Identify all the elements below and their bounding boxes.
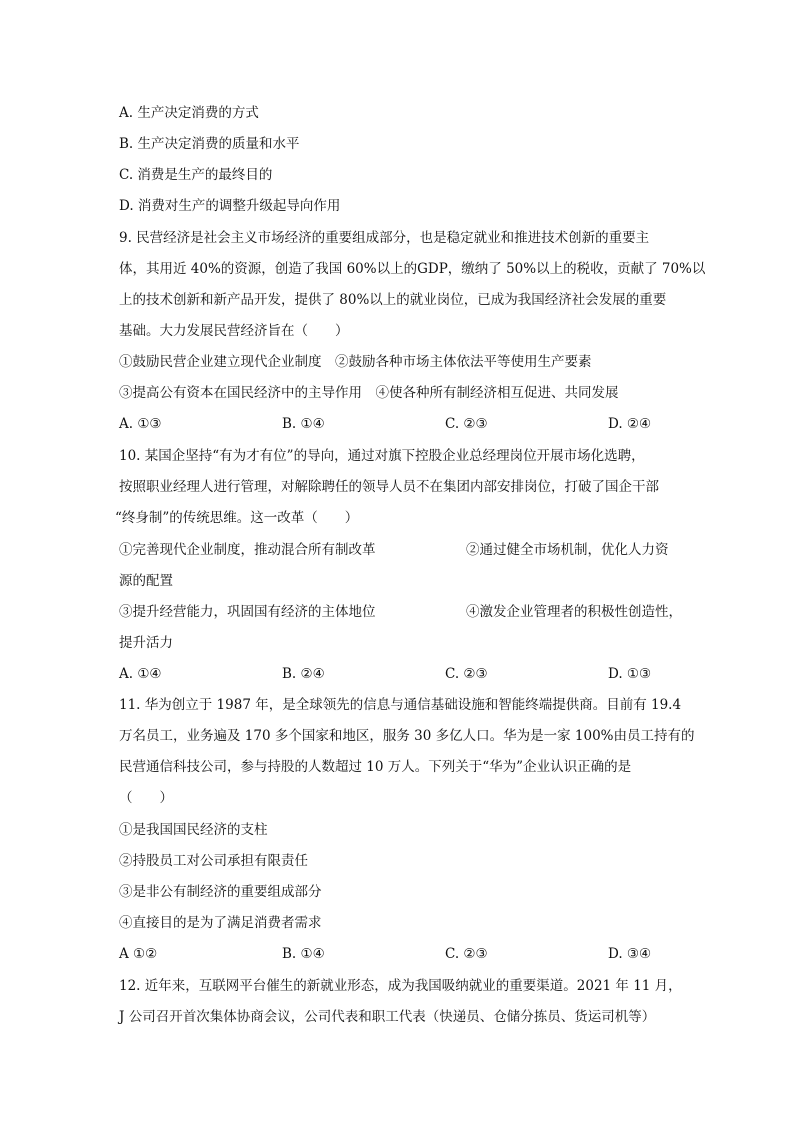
q9-statements-line: ①鼓励民营企业建立现代企业制度 ②鼓励各种市场主体依法平等使用生产要素	[119, 354, 592, 370]
q9-stem-line: 体，其用近 40%的资源，创造了我国 60%以上的GDP，缴纳了 50%以上的税收，贡献了 70%以	[119, 261, 706, 277]
q11-statement: ②持股员工对公司承担有限责任	[119, 853, 308, 869]
q11-statement: ③是非公有制经济的重要组成部分	[119, 884, 322, 900]
q10-statement-4: ④激发企业管理者的积极性创造性，	[466, 604, 682, 620]
q10-statement-3: ③提升经营能力，巩固国有经济的主体地位	[119, 604, 376, 620]
q9-choice-a[interactable]: A. ①③	[119, 416, 162, 432]
q9-stem-line: 上的技术创新和新产品开发，提供了 80%以上的就业岗位，已成为我国经济社会发展的重要	[119, 292, 667, 308]
q11-choice-b[interactable]: B. ①④	[282, 946, 325, 962]
q9-choice-d[interactable]: D. ②④	[608, 416, 652, 432]
q10-choices	[119, 664, 679, 684]
q11-choices	[119, 944, 679, 964]
q8-option-a: A. 生产决定消费的方式	[119, 105, 259, 121]
q10-choice-d[interactable]: D. ①③	[608, 666, 652, 682]
q12-stem-line: 12. 近年来，互联网平台催生的新就业形态，成为我国吸纳就业的重要渠道。2021 年 11 月，	[119, 978, 682, 994]
q8-option-c: C. 消费是生产的最终目的	[119, 167, 273, 183]
q8-option-d: D. 消费对生产的调整升级起导向作用	[119, 198, 341, 214]
q11-stem-line: 民营通信科技公司，参与持股的人数超过 10 万人。下列关于“华为”企业认识正确的是	[119, 759, 632, 775]
q10-choice-b[interactable]: B. ②④	[282, 666, 325, 682]
q10-statement-2-cont: 源的配置	[119, 573, 173, 589]
q11-stem-line: 万名员工，业务遍及 170 多个国家和地区，服务 30 多亿人口。华为是一家 100%由员工持有的	[119, 728, 695, 744]
q11-statement: ①是我国国民经济的支柱	[119, 822, 268, 838]
q11-statement: ④直接目的是为了满足消费者需求	[119, 915, 322, 931]
q11-choice-d[interactable]: D. ③④	[608, 946, 652, 962]
q10-stem-line: 按照职业经理人进行管理，对解除聘任的领导人员不在集团内部安排岗位，打破了国企干部	[119, 479, 659, 495]
q10-statement-4-cont: 提升活力	[119, 635, 173, 651]
q11-choice-c[interactable]: C. ②③	[445, 946, 488, 962]
q10-stem-line: 10. 某国企坚持“有为才有位”的导向，通过对旗下控股企业总经理岗位开展市场化选聘，	[119, 448, 645, 464]
q10-statement-2: ②通过健全市场机制，优化人力资	[466, 542, 669, 558]
q9-stem-line: 9. 民营经济是社会主义市场经济的重要组成部分，也是稳定就业和推进技术创新的重要主	[119, 230, 650, 246]
q10-stem-line: “终身制”的传统思维。这一改革（ ）	[115, 510, 359, 526]
q12-stem-line: J 公司召开首次集体协商会议，公司代表和职工代表（快递员、仓储分拣员、货运司机等）	[119, 1009, 656, 1025]
q10-statements-row	[119, 602, 682, 622]
q10-choice-a[interactable]: A. ①④	[119, 666, 162, 682]
q10-choice-c[interactable]: C. ②③	[445, 666, 488, 682]
q9-choice-b[interactable]: B. ①④	[282, 416, 325, 432]
q9-statements-line: ③提高公有资本在国民经济中的主导作用 ④使各种所有制经济相互促进、共同发展	[119, 385, 619, 401]
q10-statements-row	[119, 540, 679, 560]
q9-choices	[119, 414, 679, 434]
q9-choice-c[interactable]: C. ②③	[445, 416, 488, 432]
q9-stem-line: 基础。大力发展民营经济旨在（ ）	[119, 323, 349, 339]
q11-choice-a[interactable]: A ①②	[119, 946, 158, 962]
q11-stem-line: （ ）	[119, 790, 173, 806]
q8-option-b: B. 生产决定消费的质量和水平	[119, 136, 300, 152]
q11-stem-line: 11. 华为创立于 1987 年，是全球领先的信息与通信基础设施和智能终端提供商。目前有 19.4	[119, 697, 682, 713]
q10-statement-1: ①完善现代企业制度，推动混合所有制改革	[119, 542, 376, 558]
